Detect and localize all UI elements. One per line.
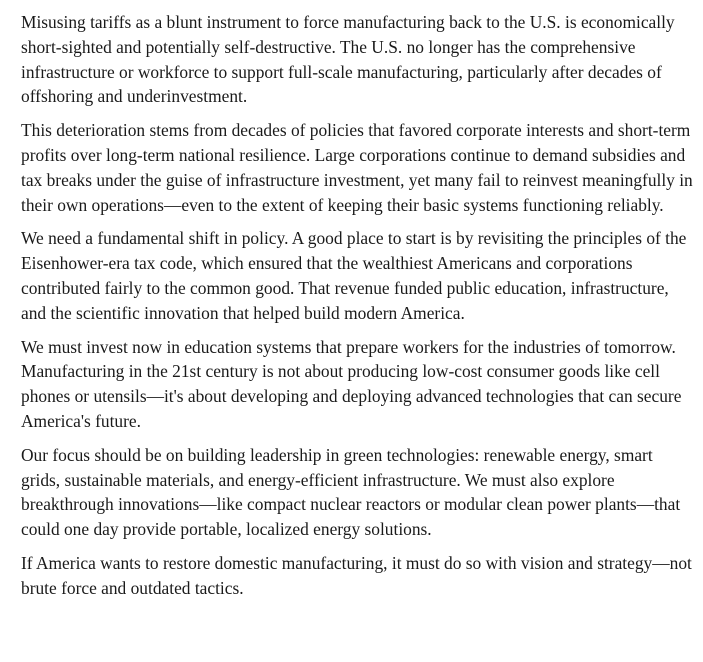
paragraph-education: We must invest now in education systems that prepare workers for the industries of tomorrow. Manufacturing in the 21st century is not about producing low-cost consumer goods like cell phones or utensils—it's about developing and deploying advanced technologies that can secure America's future.: [21, 336, 682, 431]
paragraph-tariffs: Misusing tariffs as a blunt instrument to force manufacturing back to the U.S. is economically short-sighted and potentially self-destructive. The U.S. no longer has the comprehensive infrastructure or workforce to support full-scale manufacturing, particularly after decades of offshoring and underinvestment.: [21, 12, 675, 107]
paragraph-conclusion: If America wants to restore domestic manufacturing, it must do so with vision and strategy—not brute force and outdated tactics.: [21, 552, 692, 598]
paragraph-green-technologies: Our focus should be on building leadership in green technologies: renewable energy, smart grids, sustainable materials, and energy-efficient infrastructure. We must also explore breakthrough innovations—like compact nuclear reactors or modular clean power plants—that could one day provide portable, localized energy solutions.: [21, 444, 681, 540]
paragraph-policy-shift: We need a fundamental shift in policy. A good place to start is by revisiting the principles of the Eisenhower-era tax code, which ensured that the wealthiest Americans and corporations contributed fairly to the common good. That revenue funded public education, infrastructure, and the scientific innovation that helped build modern America.: [21, 228, 687, 323]
paragraph-deterioration: This deterioration stems from decades of policies that favored corporate interests and short-term profits over long-term national resilience. Large corporations continue to demand subsidies and tax breaks under the guise of infrastructure investment, yet many fail to reinvest meaningfully in their own operations—even to the extent of keeping their basic systems functioning reliably.: [21, 120, 693, 215]
